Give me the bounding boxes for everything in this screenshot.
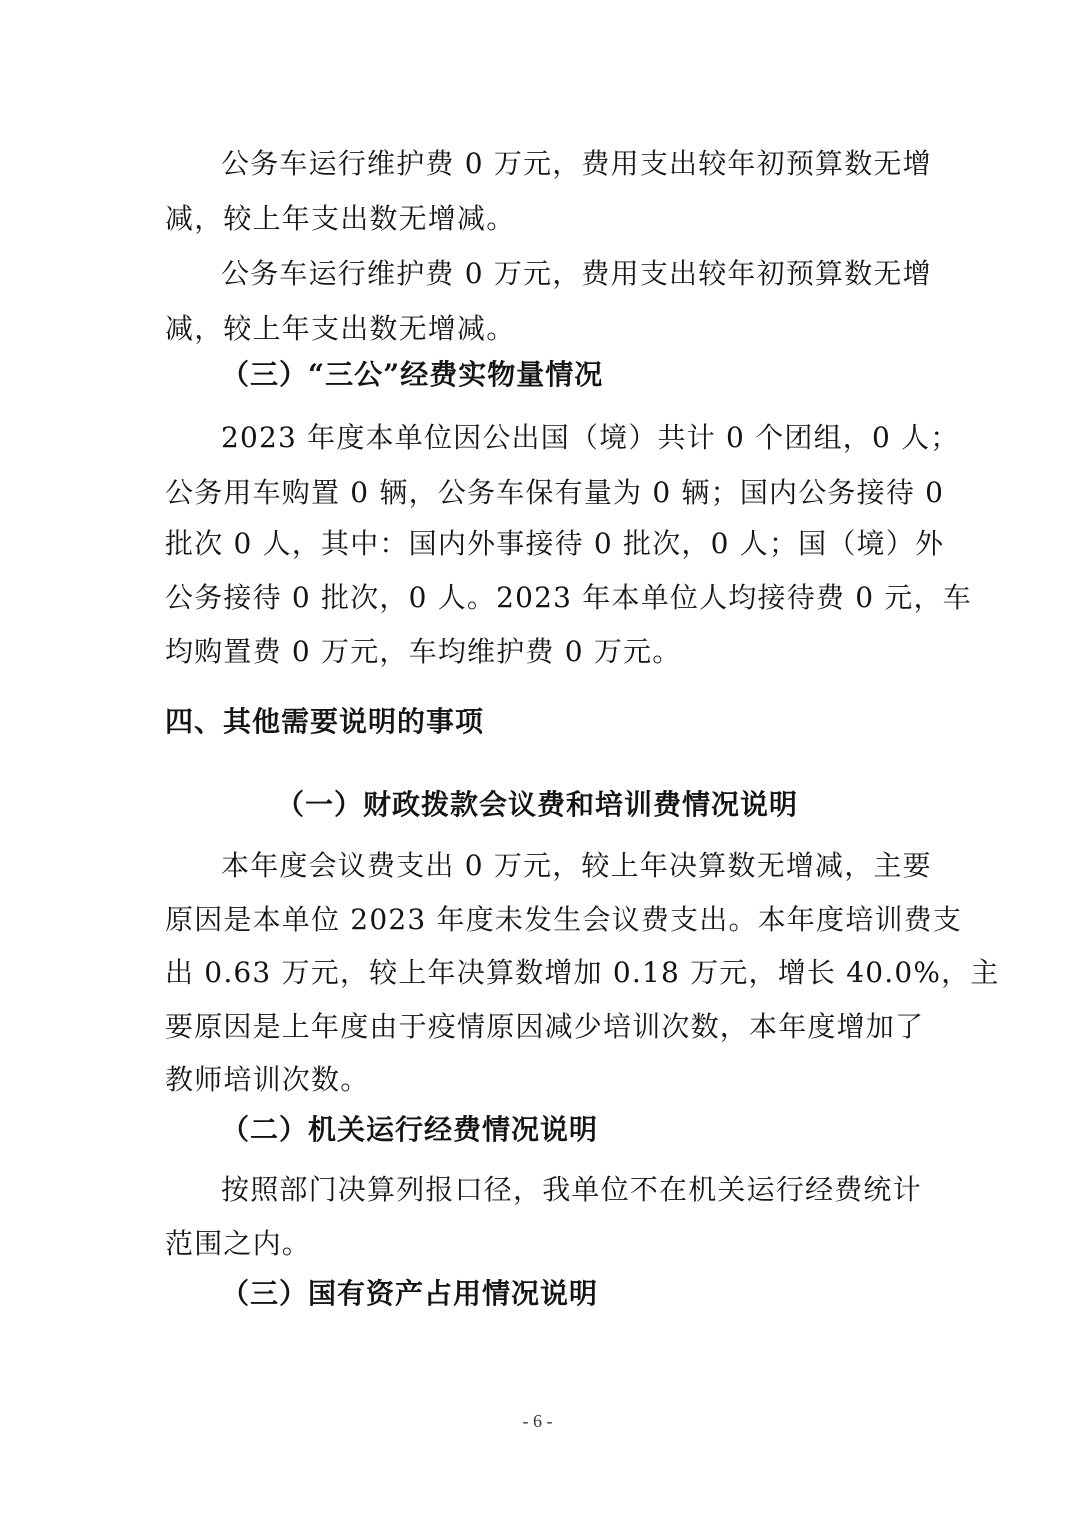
subheading-three-gong: （三）“三公”经费实物量情况	[221, 358, 604, 391]
paragraph-line: 要原因是上年度由于疫情原因减少培训次数，本年度增加了	[165, 1010, 925, 1043]
paragraph-line: 减，较上年支出数无增减。	[165, 312, 516, 345]
paragraph-line: 公务接待 0 批次，0 人。2023 年本单位人均接待费 0 元，车	[165, 581, 972, 614]
paragraph-line: 减，较上年支出数无增减。	[165, 202, 516, 235]
page-number: - 6 -	[522, 1411, 553, 1431]
paragraph-line: 公务车运行维护费 0 万元，费用支出较年初预算数无增	[221, 257, 932, 290]
paragraph-line: 出 0.63 万元，较上年决算数增加 0.18 万元，增长 40.0%，主	[165, 956, 1000, 989]
paragraph-line: 教师培训次数。	[165, 1063, 370, 1096]
paragraph-line: 2023 年度本单位因公出国（境）共计 0 个团组，0 人；	[221, 421, 960, 454]
paragraph-line: 批次 0 人，其中：国内外事接待 0 批次，0 人；国（境）外	[165, 527, 945, 560]
paragraph-line: 公务用车购置 0 辆，公务车保有量为 0 辆；国内公务接待 0	[165, 476, 945, 509]
subheading-two: （二）机关运行经费情况说明	[221, 1113, 599, 1146]
paragraph-line: 均购置费 0 万元，车均维护费 0 万元。	[165, 635, 682, 668]
subheading-three: （三）国有资产占用情况说明	[221, 1277, 599, 1310]
paragraph-line: 范围之内。	[165, 1227, 312, 1260]
section-heading-four: 四、其他需要说明的事项	[165, 705, 485, 738]
paragraph-line: 原因是本单位 2023 年度未发生会议费支出。本年度培训费支	[165, 903, 963, 936]
paragraph-line: 本年度会议费支出 0 万元，较上年决算数无增减，主要	[221, 849, 932, 882]
paragraph-line: 公务车运行维护费 0 万元，费用支出较年初预算数无增	[221, 147, 932, 180]
paragraph-line: 按照部门决算列报口径，我单位不在机关运行经费统计	[221, 1173, 922, 1206]
subheading-one: （一）财政拨款会议费和培训费情况说明	[276, 788, 799, 821]
